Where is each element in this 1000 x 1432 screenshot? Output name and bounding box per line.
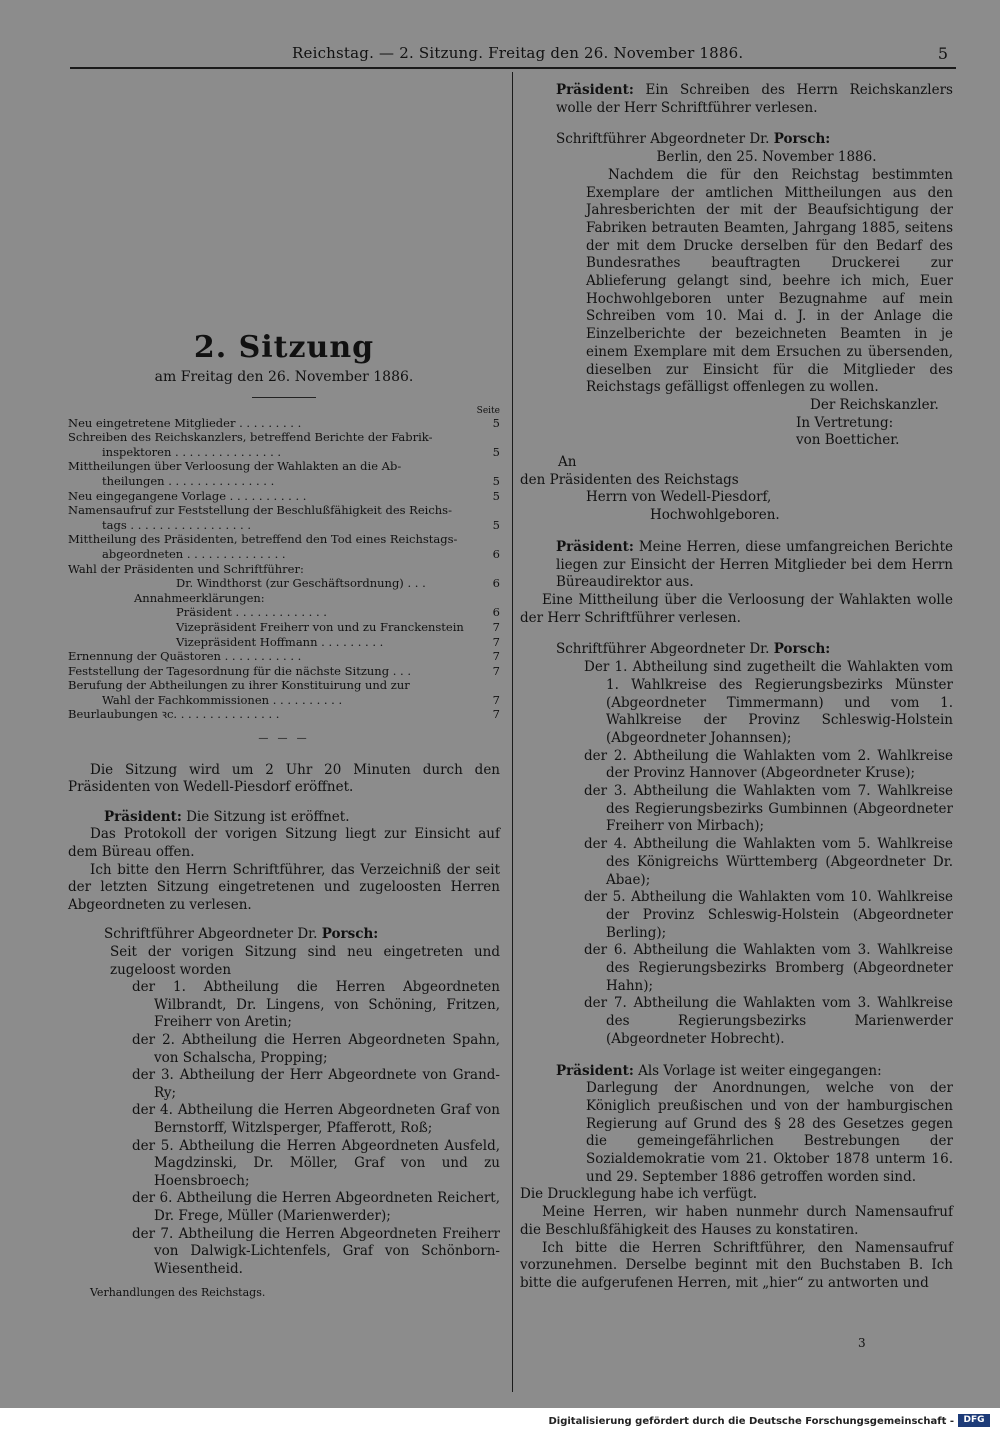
toc-entry-text: Beurlaubungen ꝛc. . . . . . . . . . . . . . . (68, 707, 280, 722)
running-header (70, 42, 952, 68)
toc-entry-text: Wahl der Fachkommissionen . . . . . . . . . . (102, 692, 343, 707)
list-item: der 1. Abtheilung die Herren Abgeordneten Wilbrandt, Dr. Lingens, von Schöning, Fritzen, Freiherr von Aretin; (132, 979, 500, 1031)
list-item: der 5. Abtheilung die Wahlakten vom 10. Wahlkreise der Provinz Schleswig-Holstein (Abgeordneter Berling); (584, 889, 953, 941)
toc-row (68, 664, 500, 679)
paragraph: Meine Herren, wir haben nunmehr durch Namensaufruf die Beschlußfähigkeit des Hauses zu konstatiren. (520, 1204, 953, 1238)
toc-entry-text: tags . . . . . . . . . . . . . . . . . (102, 517, 252, 532)
toc-row (68, 635, 500, 650)
separator: — — — (258, 733, 310, 745)
footer-credit: Digitalisierung gefördert durch die Deutsche Forschungsgemeinschaft - (548, 1416, 954, 1427)
toc-entry-page: 7 (492, 663, 500, 678)
paragraph: Darlegung der Anordnungen, welche von der Königlich preußischen und von der hamburgischen Regierung auf Grund des § 28 des Gesetzes gegen die gemeingefährlichen Bestrebungen der Sozialdemokratie vom 21. Oktober 1878 unterm 16. und 29. September 1886 getroffen worden sind. (586, 1080, 953, 1185)
list-item: der 2. Abtheilung die Wahlakten vom 2. Wahlkreise der Provinz Hannover (Abgeordneter Kruse); (584, 747, 953, 782)
toc-row (68, 489, 500, 504)
toc-entry-text: Ernennung der Quästoren . . . . . . . . . . . (68, 649, 302, 664)
speaker-intro: Schriftführer Abgeordneter Dr. (556, 131, 770, 148)
list-item: der 7. Abtheilung die Wahlakten vom 3. Wahlkreise des Regierungsbezirks Marienwerder (Abgeordneter Hobrecht). (584, 995, 953, 1047)
toc-entry-text: Feststellung der Tagesordnung für die nächste Sitzung . . . (68, 663, 411, 678)
speaker-name: Porsch: (321, 926, 379, 943)
list-item: der 7. Abtheilung die Herren Abgeordneten Freiherr von Dalwigk-Lichtenfels, Graf von Schönborn-Wiesentheid. (132, 1225, 500, 1277)
letter-date: Berlin, den 25. November 1886. (656, 149, 877, 166)
list-item: der 3. Abtheilung die Wahlakten vom 7. Wahlkreise des Regierungsbezirks Gumbinnen (Abgeordneter Freiherr von Mirbach); (584, 783, 953, 835)
toc-entry-page: 6 (492, 546, 500, 561)
signature-line: Der Reichskanzler. (810, 396, 939, 413)
signature-line: In Vertretung: (796, 414, 894, 431)
toc-entry-text: Neu eingetretene Mitglieder . . . . . . . . . (68, 415, 302, 430)
toc-entry-page: 5 (492, 473, 500, 488)
toc-entry-text: Schreiben des Reichskanzlers, betreffend Berichte der Fabrik- (68, 430, 433, 445)
toc-entry-text: Annahmeerklärungen: (134, 590, 265, 605)
toc-entry-page: 6 (492, 576, 500, 591)
footnote: Verhandlungen des Reichstags. (90, 1286, 266, 1300)
paragraph: Eine Mittheilung über die Verloosung der Wahlakten wolle der Herr Schriftführer verlesen. (520, 591, 953, 626)
toc-row (68, 547, 500, 562)
toc-entry-text: Vizepräsident Freiherr von und zu Franckenstein (176, 619, 464, 634)
list-item: der 6. Abtheilung die Wahlakten vom 3. Wahlkreise des Regierungsbezirks Bromberg (Abgeordneter Hahn); (584, 942, 953, 994)
speech-text: Die Sitzung ist eröffnet. (186, 808, 350, 825)
dfg-logo: DFG (958, 1414, 990, 1427)
speaker-line (520, 82, 953, 117)
list-item: der 6. Abtheilung die Herren Abgeordneten Reichert, Dr. Frege, Müller (Marienwerder); (132, 1190, 500, 1224)
toc-entry-page (484, 532, 500, 547)
toc-entry-text: Vizepräsident Hoffmann . . . . . . . . . (176, 634, 384, 649)
list-item: Der 1. Abtheilung sind zugetheilt die Wahlakten vom 1. Wahlkreise des Regierungsbezirks Münster (Abgeordneter Timmermann) und vom 1. Wahlkreise der Provinz Schleswig-Holstein (Abgeordneter Johannsen); (584, 659, 953, 746)
toc-row (68, 416, 500, 431)
toc-entry-text: Präsident . . . . . . . . . . . . . (176, 605, 327, 620)
toc-entry-page (484, 503, 500, 518)
speaker-label: Präsident: (556, 82, 634, 98)
speaker-intro: Schriftführer Abgeordneter Dr. (104, 926, 318, 943)
address-line: Herrn von Wedell-Piesdorf, (586, 489, 772, 506)
letter-body: Nachdem die für den Reichstag bestimmten Exemplare der amtlichen Mittheilungen aus den Jahresberichten der mit der Beaufsichtigung der Fabriken betrauten Beamten, Jahrgang 1885, seitens der mit dem Drucke derselben für den Bedarf des Bundesrathes beauftragten Druckerei zur Ablieferung gelangt sind, beehre ich mich, Euer Hochwohlgeboren unter Bezugnahme auf mein Schreiben vom 10. Mai d. J. in der Anlage die Einzelberichte der bezeichneten Beamten in je einem Exemplare mit dem Ersuchen zu übersenden, dieselben zur Einsicht für die Mitglieder des Reichstags gefälligst offenlegen zu wollen. (586, 166, 953, 396)
toc-row (68, 459, 500, 474)
paragraph: Ich bitte den Herrn Schriftführer, das Verzeichniß der seit der letzten Sitzung eingetretenen und zugeloosten Herren Abgeordneten zu verlesen. (68, 861, 500, 913)
toc-entry-page (484, 678, 500, 693)
speaker-line (68, 809, 500, 827)
speaker-line (68, 926, 500, 944)
toc-row (68, 591, 500, 606)
toc-entry-page: 5 (492, 444, 500, 459)
column-divider (512, 72, 513, 1392)
right-column (520, 82, 953, 1293)
paragraph: Die Drucklegung habe ich verfügt. (520, 1186, 758, 1203)
toc-entry-page: 7 (492, 649, 500, 664)
toc-entry-page (484, 430, 500, 445)
abtheilung-list (68, 979, 500, 1278)
header-title: Reichstag. — 2. Sitzung. Freitag den 26. November 1886. (292, 44, 744, 62)
toc-entry-text: abgeordneten . . . . . . . . . . . . . . (102, 546, 286, 561)
paragraph: Seit der vorigen Sitzung sind neu eingetreten und zugeloost worden (110, 944, 500, 978)
speaker-intro: Schriftführer Abgeordneter Dr. (556, 641, 770, 658)
toc-row (68, 649, 500, 664)
toc-entry-text: Neu eingegangene Vorlage . . . . . . . . . . . (68, 488, 307, 503)
toc-row (68, 532, 500, 547)
toc-entry-text: Mittheilung des Präsidenten, betreffend den Tod eines Reichstags- (68, 532, 458, 547)
address-line: Hochwohlgeboren. (650, 507, 780, 524)
speaker-line (520, 539, 953, 592)
toc-entry-page: 5 (492, 415, 500, 430)
address-line: den Präsidenten des Reichstags (520, 471, 739, 488)
session-title: 2. Sitzung (193, 330, 375, 365)
toc-entry-text: inspektoren . . . . . . . . . . . . . . . (102, 444, 282, 459)
toc-entry-page (484, 562, 500, 577)
list-item: der 5. Abtheilung die Herren Abgeordneten Ausfeld, Magdzinski, Dr. Möller, Graf von und zu Hoensbroech; (132, 1137, 500, 1189)
speaker-label: Präsident: (556, 1062, 634, 1079)
wahlakten-list (520, 659, 953, 1048)
toc-entry-text: theilungen . . . . . . . . . . . . . . . (102, 473, 275, 488)
toc-entry-page: 7 (492, 619, 500, 634)
page-number: 5 (937, 44, 948, 63)
speaker-name: Porsch: (773, 131, 831, 148)
toc-row (68, 518, 500, 533)
toc-row (68, 576, 500, 591)
toc-rows (68, 416, 500, 722)
toc-entry-text: Berufung der Abtheilungen zu ihrer Konstituirung und zur (68, 678, 410, 693)
toc-entry-text: Wahl der Präsidenten und Schriftführer: (68, 561, 304, 576)
paragraph: Das Protokoll der vorigen Sitzung liegt zur Einsicht auf dem Büreau offen. (68, 826, 500, 861)
title-rule (252, 397, 316, 398)
toc-row (68, 678, 500, 693)
toc-column-head: Seite (476, 405, 500, 416)
opening-paragraph: Die Sitzung wird um 2 Uhr 20 Minuten durch den Präsidenten von Wedell-Piesdorf eröffnet. (68, 761, 500, 796)
speaker-line (520, 1063, 953, 1081)
speaker-label: Präsident: (556, 538, 634, 555)
speech-text: Ein Schreiben des Herrn Reichskanzlers wolle der Herr Schriftführer verlesen. (556, 82, 953, 116)
toc-entry-page: 5 (492, 517, 500, 532)
toc-entry-page (484, 459, 500, 474)
toc-entry-page: 7 (492, 692, 500, 707)
list-item: der 3. Abtheilung der Herr Abgeordnete von Grand-Ry; (132, 1067, 500, 1101)
speech-text: Meine Herren, diese umfangreichen Berichte liegen zur Einsicht der Herren Mitglieder bei dem Herrn Büreaudirektor aus. (556, 538, 954, 591)
toc-entry-page: 7 (492, 707, 500, 722)
toc-row (68, 474, 500, 489)
toc-entry-text: Namensaufruf zur Feststellung der Beschlußfähigkeit des Reichs- (68, 503, 452, 518)
sheet-mark: 3 (858, 1336, 866, 1350)
toc-row (68, 693, 500, 708)
left-column (68, 76, 500, 1302)
toc-entry-page: 7 (492, 634, 500, 649)
speaker-name: Porsch: (773, 641, 831, 658)
toc-entry-text: Dr. Windthorst (zur Geschäftsordnung) . . . (176, 576, 426, 591)
session-date: am Freitag den 26. November 1886. (154, 369, 414, 385)
table-of-contents (68, 406, 500, 722)
paragraph: Ich bitte die Herren Schriftführer, den Namensaufruf vorzunehmen. Derselbe beginnt mit den Buchstaben B. Ich bitte die aufgerufenen Herren, mit „hier“ zu antworten und (520, 1239, 953, 1291)
speaker-line (520, 131, 953, 149)
list-item: der 4. Abtheilung die Wahlakten vom 5. Wahlkreise des Königreichs Württemberg (Abgeordneter Dr. Abae); (584, 836, 953, 888)
address-line: An (558, 454, 577, 471)
speaker-label: Präsident: (104, 808, 182, 825)
list-item: der 4. Abtheilung die Herren Abgeordneten Graf von Bernstorff, Witzlsperger, Pfafferott, Roß; (132, 1102, 500, 1136)
toc-row (68, 445, 500, 460)
list-item: der 2. Abtheilung die Herren Abgeordneten Spahn, von Schalscha, Propping; (132, 1031, 500, 1066)
speech-text: Als Vorlage ist weiter eingegangen: (638, 1062, 882, 1079)
toc-entry-page (484, 591, 500, 606)
toc-row (68, 503, 500, 518)
toc-row (68, 430, 500, 445)
toc-row (68, 605, 500, 620)
signature-line: von Boetticher. (796, 432, 900, 449)
toc-entry-page: 5 (492, 488, 500, 503)
toc-row (68, 707, 500, 722)
header-rule (70, 67, 956, 69)
speaker-line (520, 641, 953, 659)
toc-row (68, 620, 500, 635)
toc-entry-page: 6 (492, 605, 500, 620)
toc-entry-text: Mittheilungen über Verloosung der Wahlakten an die Ab- (68, 459, 402, 474)
toc-row (68, 562, 500, 577)
